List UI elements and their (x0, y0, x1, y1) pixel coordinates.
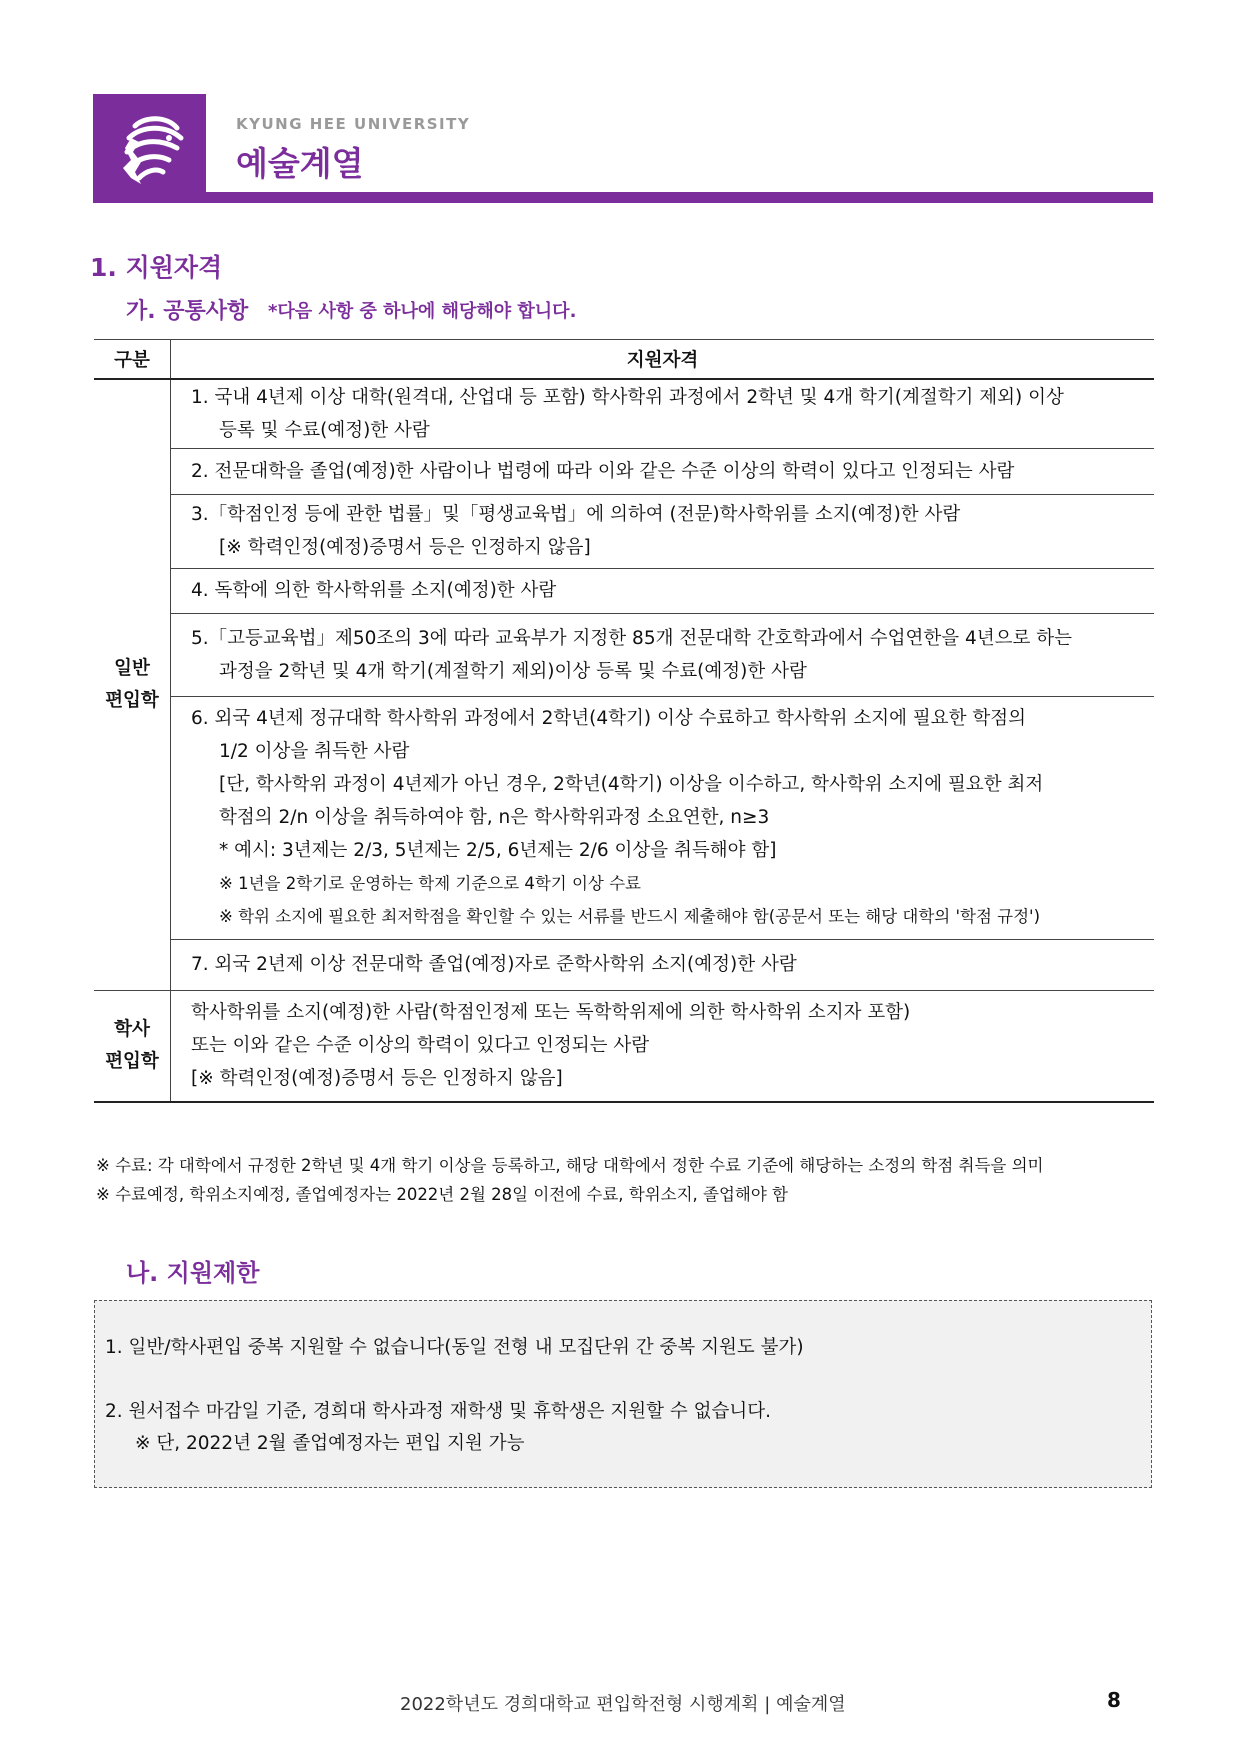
subsection-note: *다음 사항 중 하나에 해당해야 합니다. (268, 301, 577, 322)
footer-text: 2022학년도 경희대학교 편입학전형 시행계획 | 예술계열 (400, 1694, 846, 1715)
page-number: 8 (1107, 1688, 1121, 1712)
table-row (94, 379, 1154, 448)
table-row (94, 613, 1154, 696)
category-general: 일반 편입학 (94, 379, 171, 990)
restriction-title: 나. 지원제한 (126, 1259, 260, 1287)
restriction-item: 1. 일반/학사편입 중복 지원할 수 없습니다(동일 전형 내 모집단위 간 중복 지원도 불가) (105, 1337, 804, 1358)
header-bar (93, 192, 1153, 203)
restriction-note: ※ 단, 2022년 2월 졸업예정자는 편입 지원 가능 (135, 1433, 525, 1454)
note-completion: ※ 수료: 각 대학에서 규정한 2학년 및 4개 학기 이상을 등록하고, 해당 대학에서 정한 수료 기준에 해당하는 소정의 학점 취득을 의미 (96, 1156, 1044, 1175)
table-row (94, 696, 1154, 939)
restriction-box (94, 1300, 1152, 1488)
qualification-cell: 4. 독학에 의한 학사학위를 소지(예정)한 사람 (171, 568, 1155, 613)
category-bachelor: 학사 편입학 (94, 990, 171, 1102)
qualification-cell: 2. 전문대학을 졸업(예정)한 사람이나 법령에 따라 이와 같은 수준 이상의 학력이 있다고 인정되는 사람 (171, 448, 1155, 494)
note-expected: ※ 수료예정, 학위소지예정, 졸업예정자는 2022년 2월 28일 이전에 수료, 학위소지, 졸업해야 함 (96, 1185, 788, 1204)
table-row (94, 990, 1154, 1102)
restriction-item: 2. 원서접수 마감일 기준, 경희대 학사과정 재학생 및 휴학생은 지원할 수 없습니다. (105, 1401, 771, 1422)
university-name: KYUNG HEE UNIVERSITY (236, 115, 471, 133)
table-row (94, 939, 1154, 990)
qualification-cell: 5.「고등교육법」제50조의 3에 따라 교육부가 지정한 85개 전문대학 간호학과에서 수업연한을 4년으로 하는 과정을 2학년 및 4개 학기(계절학기 제외)이상 등록 및 수료(예정)한 사람 (171, 613, 1155, 696)
subsection-title: 가. 공통사항 (126, 299, 249, 324)
header-qualification: 지원자격 (171, 340, 1155, 380)
header-logo-box (93, 94, 206, 203)
qualification-cell: 학사학위를 소지(예정)한 사람(학점인정제 또는 독학학위제에 의한 학사학위 소지자 포함) 또는 이와 같은 수준 이상의 학력이 있다고 인정되는 사람 [※ 학력인정(예정)증명서 등은 인정하지 않음] (171, 990, 1155, 1102)
qualification-cell: 7. 외국 2년제 이상 전문대학 졸업(예정)자로 준학사학위 소지(예정)한 사람 (171, 939, 1155, 990)
section-title: 1. 지원자격 (90, 253, 223, 282)
qualification-cell: 3.「학점인정 등에 관한 법률」및「평생교육법」에 의하여 (전문)학사학위를 소지(예정)한 사람 [※ 학력인정(예정)증명서 등은 인정하지 않음] (171, 494, 1155, 568)
table-row (94, 568, 1154, 613)
lion-logo-icon (111, 108, 189, 188)
qualification-cell: 1. 국내 4년제 이상 대학(원격대, 산업대 등 포함) 학사학위 과정에서 2학년 및 4개 학기(계절학기 제외) 이상 등록 및 수료(예정)한 사람 (171, 379, 1155, 448)
table-row (94, 494, 1154, 568)
eligibility-table (94, 339, 1154, 1103)
table-header-row (94, 340, 1154, 380)
header-category: 구분 (94, 340, 171, 380)
qualification-cell: 6. 외국 4년제 정규대학 학사학위 과정에서 2학년(4학기) 이상 수료하고 학사학위 소지에 필요한 학점의 1/2 이상을 취득한 사람 [단, 학사학위 과정이 4년제가 아닌 경우, 2학년(4학기) 이상을 이수하고, 학사학위 소지에 필요한 최저 학점의 2/n 이상을 취득하여야 함, n은 학사학위과정 소요연한, n≥3 * 예시: 3년제는 2/3, 5년제는 2/5, 6년제는 2/6 이상을 취득해야 함] ※ 1년을 2학기로 운영하는 학제 기준으로 4학기 이상 수료 ※ 학위 소지에 필요한 최저학점을 확인할 수 있는 서류를 반드시 제출해야 함(공문서 또는 해당 대학의 '학점 규정') (171, 696, 1155, 939)
category-title: 예술계열 (236, 144, 364, 183)
table-row (94, 448, 1154, 494)
